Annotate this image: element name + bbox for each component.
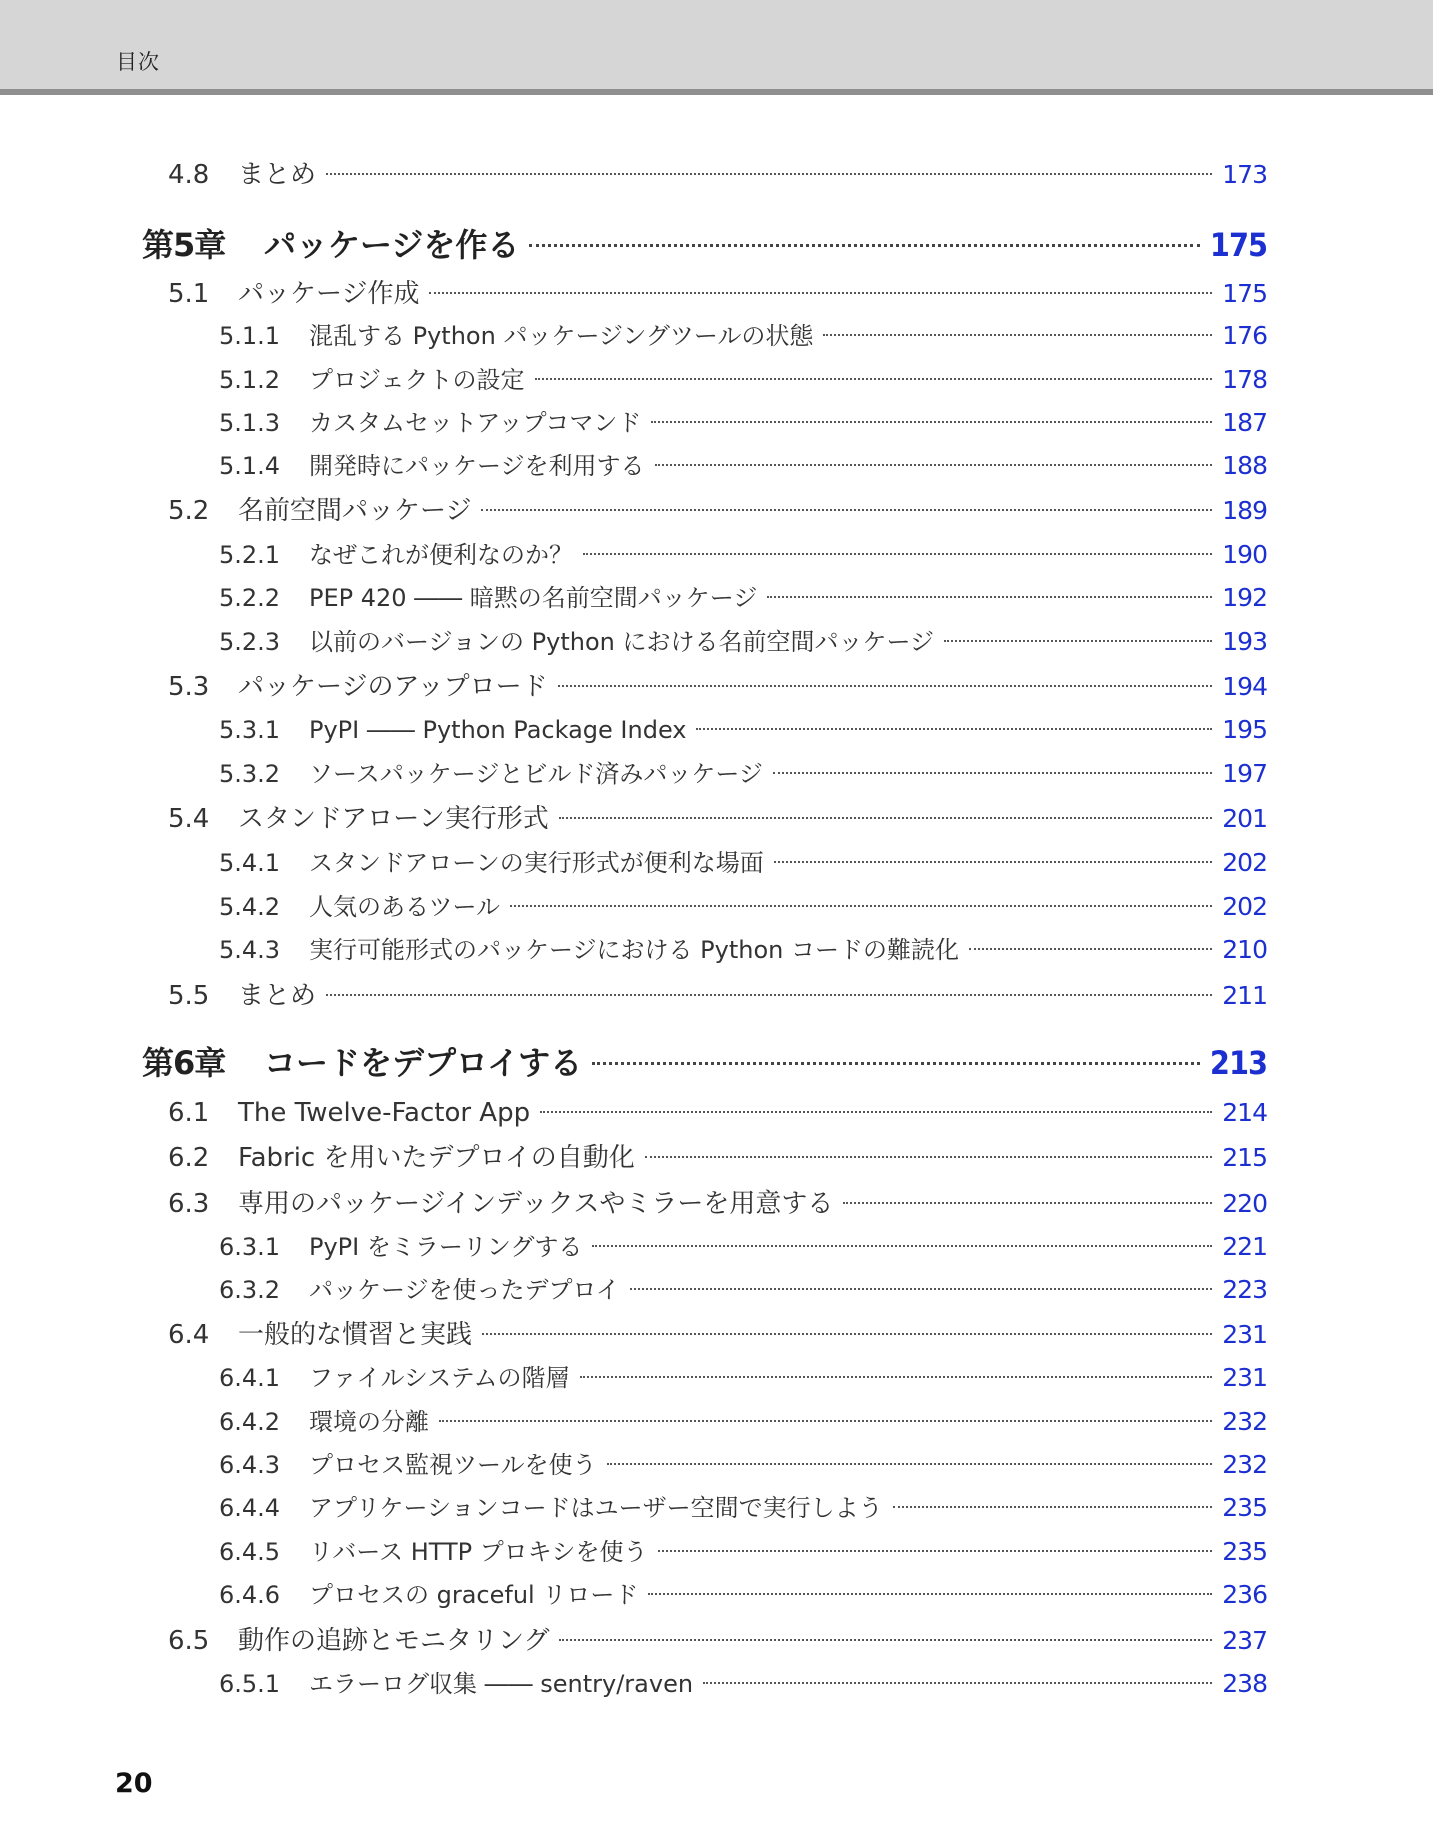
toc-leader-dots: [326, 973, 1212, 1004]
page-number: 20: [115, 1768, 153, 1799]
toc-title: 人気のあるツール: [309, 892, 501, 921]
toc-title: PEP 420 ―― 暗黙の名前空間パッケージ: [309, 583, 758, 612]
toc-leader-dots: [843, 1181, 1212, 1212]
toc-number: 5.1: [168, 279, 210, 310]
toc-row: [168, 1618, 1267, 1657]
toc-leader-dots: [482, 1312, 1212, 1343]
toc-row: [219, 1444, 1267, 1480]
toc-leader-dots: [592, 1036, 1200, 1074]
toc-number: 6.4.6: [219, 1580, 281, 1609]
toc-title: リバース HTTP プロキシを使う: [309, 1537, 648, 1566]
toc-leader-dots: [439, 1401, 1212, 1430]
toc-leader-dots: [583, 534, 1212, 563]
toc-leader-dots: [540, 1090, 1212, 1121]
toc-row: [168, 271, 1267, 310]
toc-row: [219, 886, 1267, 922]
toc-page: 189: [1222, 496, 1267, 526]
toc-page: 173: [1222, 160, 1267, 190]
toc-title: 環境の分離: [309, 1407, 429, 1436]
toc-row: [168, 1090, 1267, 1128]
toc-number: 5.1.3: [219, 408, 281, 437]
toc-row: [168, 152, 1267, 191]
toc-number: 6.4.1: [219, 1363, 281, 1392]
toc-number: 第5章: [142, 226, 226, 265]
toc-row: [219, 1269, 1267, 1305]
toc-page: 190: [1222, 539, 1267, 569]
toc-row: [219, 709, 1267, 744]
toc-leader-dots: [326, 152, 1212, 183]
toc-page: 194: [1222, 672, 1267, 702]
toc-title: まとめ: [238, 981, 317, 1012]
toc-row: [168, 796, 1267, 835]
toc-page: 175: [1209, 226, 1267, 265]
toc-leader-dots: [481, 488, 1212, 519]
toc-leader-dots: [429, 271, 1212, 302]
toc-number: 4.8: [168, 160, 210, 191]
toc-row: [142, 218, 1267, 266]
toc-leader-dots: [607, 1444, 1213, 1473]
toc-row: [219, 402, 1267, 438]
toc-page: 175: [1222, 279, 1267, 309]
toc-number: 5.2.2: [219, 583, 281, 612]
toc-number: 5.5: [168, 981, 210, 1012]
toc-number: 6.4.2: [219, 1407, 281, 1436]
toc-number: 5.2.1: [219, 540, 281, 569]
toc-page: 213: [1209, 1044, 1267, 1083]
toc-number: 6.4.5: [219, 1537, 281, 1566]
toc-row: [168, 973, 1267, 1012]
toc-leader-dots: [559, 796, 1213, 827]
toc-page: 211: [1222, 981, 1267, 1011]
toc-number: 5.3.2: [219, 759, 281, 788]
toc-leader-dots: [969, 929, 1212, 958]
toc-row: [168, 1181, 1267, 1220]
toc-page: 235: [1222, 1492, 1267, 1522]
toc-number: 6.4.4: [219, 1493, 281, 1522]
toc-title: Fabric を用いたデプロイの自動化: [238, 1143, 635, 1174]
toc-title: 一般的な慣習と実践: [238, 1320, 473, 1351]
toc-page: 231: [1222, 1362, 1267, 1392]
toc-title: 名前空間パッケージ: [238, 496, 472, 527]
toc-row: [219, 929, 1267, 965]
toc-page: 178: [1222, 364, 1267, 394]
toc-page: 220: [1222, 1189, 1267, 1219]
toc-number: 5.2.3: [219, 627, 281, 656]
toc-leader-dots: [510, 886, 1212, 915]
toc-page: 197: [1222, 758, 1267, 788]
toc-number: 5.2: [168, 496, 210, 527]
toc-page: 188: [1222, 450, 1267, 480]
toc-leader-dots: [823, 315, 1212, 344]
toc-leader-dots: [655, 445, 1213, 474]
toc-title: パッケージを使ったデプロイ: [309, 1275, 620, 1304]
toc-leader-dots: [558, 664, 1213, 695]
toc-page: 237: [1222, 1626, 1267, 1656]
toc-leader-dots: [703, 1663, 1212, 1692]
toc-page: 193: [1222, 626, 1267, 656]
toc-number: 6.4.3: [219, 1450, 281, 1479]
header-bar: [0, 0, 1433, 95]
toc-title: プロセス監視ツールを使う: [309, 1450, 597, 1479]
toc-number: 5.1.1: [219, 321, 281, 350]
toc-number: 6.1: [168, 1098, 210, 1129]
toc-page: 210: [1222, 934, 1267, 964]
toc-leader-dots: [559, 1618, 1212, 1649]
toc-leader-dots: [773, 753, 1212, 782]
toc-title: まとめ: [238, 160, 317, 191]
toc-row: [168, 488, 1267, 527]
toc-title: パッケージ作成: [238, 279, 420, 310]
toc-row: [219, 1357, 1267, 1393]
toc-row: [219, 1531, 1267, 1567]
toc-title: プロセスの graceful リロード: [309, 1580, 639, 1609]
toc-title: 動作の追跡とモニタリング: [238, 1626, 550, 1657]
toc-number: 6.4: [168, 1320, 210, 1351]
toc-number: 5.1.2: [219, 365, 281, 394]
toc-title: 専用のパッケージインデックスやミラーを用意する: [238, 1189, 834, 1220]
toc-page: 238: [1222, 1668, 1267, 1698]
toc-title: エラーログ収集 ―― sentry/raven: [309, 1669, 694, 1698]
toc-page: 202: [1222, 847, 1267, 877]
toc-page: 202: [1222, 891, 1267, 921]
toc-page: 192: [1222, 582, 1267, 612]
toc-number: 第6章: [142, 1044, 226, 1083]
toc-leader-dots: [774, 842, 1212, 871]
toc-row: [219, 1401, 1267, 1437]
toc-row: [219, 1487, 1267, 1523]
toc-number: 5.3: [168, 672, 210, 703]
toc-page: 223: [1222, 1274, 1267, 1304]
toc-page: 201: [1222, 804, 1267, 834]
toc-title: なぜこれが便利なのか？: [309, 540, 573, 569]
toc-row: [168, 1135, 1267, 1174]
toc-row: [168, 664, 1267, 703]
toc-row: [219, 445, 1267, 481]
toc-title: 実行可能形式のパッケージにおける Python コードの難読化: [309, 935, 959, 964]
toc-title: PyPI をミラーリングする: [309, 1232, 583, 1261]
toc-number: 5.4.1: [219, 848, 281, 877]
toc-number: 6.2: [168, 1143, 210, 1174]
toc-title: パッケージを作る: [264, 226, 520, 265]
toc-page: 195: [1222, 714, 1267, 744]
toc-leader-dots: [696, 709, 1212, 738]
toc-number: 6.5.1: [219, 1669, 281, 1698]
toc-row: [219, 315, 1267, 351]
toc-row: [219, 1663, 1267, 1699]
toc-page: 214: [1222, 1098, 1267, 1128]
toc-number: 6.3.1: [219, 1232, 281, 1261]
toc-page: 231: [1222, 1320, 1267, 1350]
toc-number: 5.3.1: [219, 715, 281, 744]
toc-row: [219, 534, 1267, 570]
toc-row: [219, 842, 1267, 878]
toc-page: 221: [1222, 1231, 1267, 1261]
toc-title: 以前のバージョンの Python における名前空間パッケージ: [309, 627, 935, 656]
toc-title: ファイルシステムの階層: [309, 1363, 570, 1392]
toc-number: 5.1.4: [219, 451, 281, 480]
toc-title: アプリケーションコードはユーザー空間で実行しよう: [309, 1493, 883, 1522]
toc-page: 232: [1222, 1406, 1267, 1436]
header-title: 目次: [116, 50, 160, 74]
toc-number: 6.3.2: [219, 1275, 281, 1304]
toc-number: 5.4: [168, 804, 210, 835]
toc-number: 5.4.2: [219, 892, 281, 921]
toc-number: 6.5: [168, 1626, 210, 1657]
toc-page: 235: [1222, 1536, 1267, 1566]
toc-leader-dots: [651, 402, 1212, 431]
toc-leader-dots: [658, 1531, 1213, 1560]
toc-row: [219, 1574, 1267, 1610]
toc-leader-dots: [580, 1357, 1213, 1386]
toc-number: 6.3: [168, 1189, 210, 1220]
toc-row: [142, 1036, 1267, 1084]
toc-leader-dots: [630, 1269, 1212, 1298]
toc-title: カスタムセットアップコマンド: [309, 408, 642, 437]
toc-title: プロジェクトの設定: [309, 365, 525, 394]
toc-page: 187: [1222, 407, 1267, 437]
toc-leader-dots: [535, 359, 1213, 388]
toc-page: 236: [1222, 1579, 1267, 1609]
toc-number: 5.4.3: [219, 935, 281, 964]
toc-row: [219, 577, 1267, 613]
toc-row: [219, 359, 1267, 395]
toc-leader-dots: [648, 1574, 1212, 1603]
toc-leader-dots: [592, 1226, 1212, 1255]
toc-leader-dots: [893, 1487, 1213, 1516]
toc-title: パッケージのアップロード: [238, 672, 548, 703]
toc-page: 176: [1222, 320, 1267, 350]
toc-leader-dots: [529, 218, 1200, 256]
toc-title: PyPI ―― Python Package Index: [309, 715, 687, 744]
toc-row: [168, 1312, 1267, 1351]
toc-title: ソースパッケージとビルド済みパッケージ: [309, 759, 763, 788]
toc-title: The Twelve-Factor App: [238, 1098, 531, 1129]
toc-title: 開発時にパッケージを利用する: [309, 451, 645, 480]
toc-title: スタンドアローン実行形式: [238, 804, 549, 835]
toc-row: [219, 753, 1267, 789]
toc-title: 混乱する Python パッケージングツールの状態: [309, 321, 814, 350]
toc-title: コードをデプロイする: [264, 1044, 583, 1083]
toc-row: [219, 1226, 1267, 1262]
toc-leader-dots: [645, 1135, 1213, 1166]
toc-leader-dots: [944, 621, 1212, 650]
toc-row: [219, 621, 1267, 657]
toc-page: 215: [1222, 1143, 1267, 1173]
toc-page: 232: [1222, 1449, 1267, 1479]
toc-title: スタンドアローンの実行形式が便利な場面: [309, 848, 764, 877]
toc-leader-dots: [767, 577, 1212, 606]
